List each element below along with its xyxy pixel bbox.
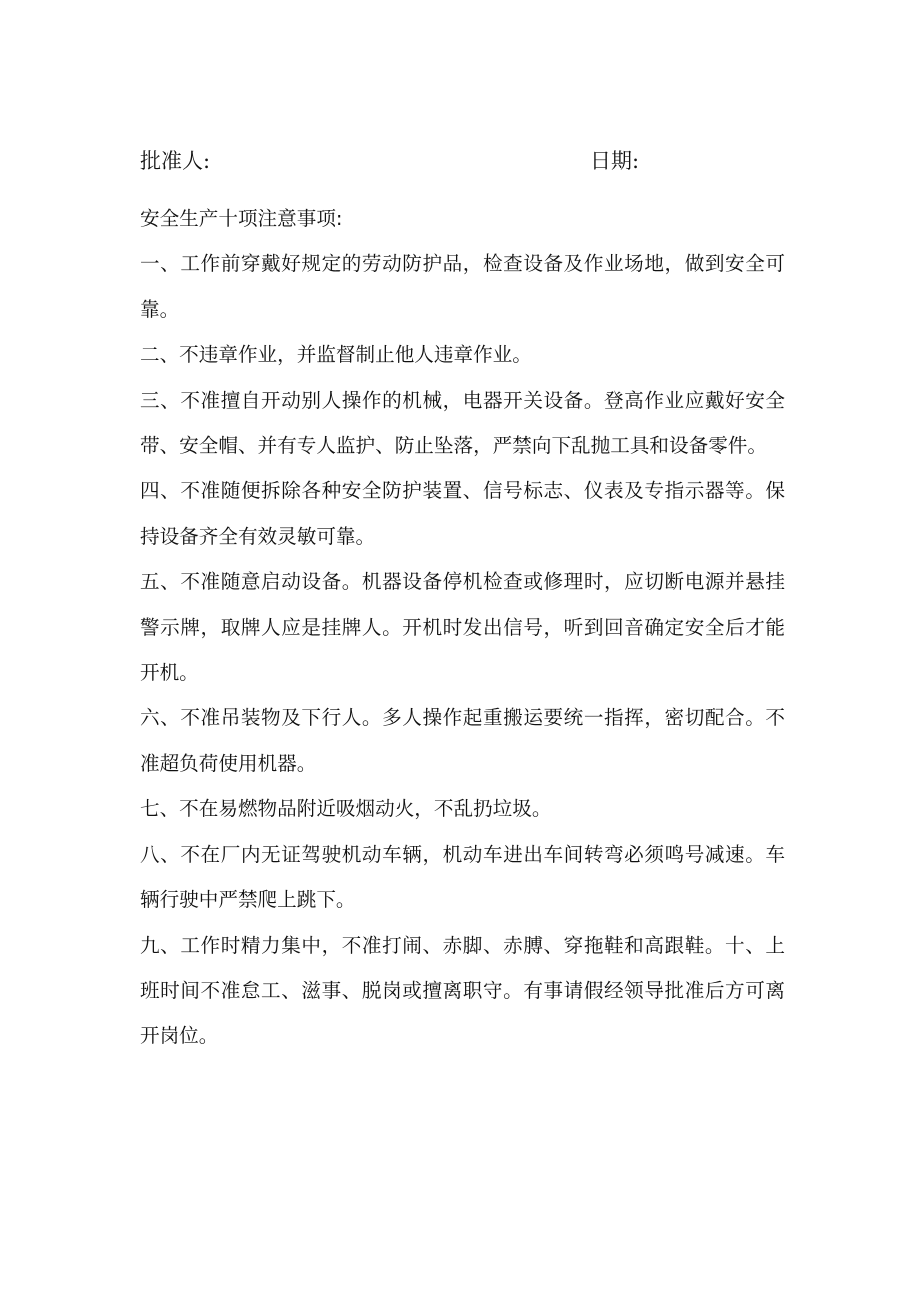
rule-item-5: 五、不准随意启动设备。机器设备停机检查或修理时，应切断电源并悬挂警示牌，取牌人应是挂牌人。开机时发出信号，听到回音确定安全后才能开机。 — [140, 570, 785, 685]
rule-item-3: 三、不准擅自开动别人操作的机械，电器开关设备。登高作业应戴好安全带、安全帽、并有专人监护、防止坠落，严禁向下乱抛工具和设备零件。 — [140, 388, 785, 458]
rule-item-7: 七、不在易燃物品附近吸烟动火，不乱扔垃圾。 — [140, 797, 552, 821]
rule-item-6: 六、不准吊装物及下行人。多人操作起重搬运要统一指挥，密切配合。不准超负荷使用机器。 — [140, 706, 785, 775]
rule-item-1: 一、工作前穿戴好规定的劳动防护品，检查设备及作业场地，做到安全可靠。 — [140, 252, 785, 321]
rule-item-9-10: 九、工作时精力集中，不准打闹、赤脚、赤膊、穿拖鞋和高跟鞋。十、上班时间不准怠工、滋事、脱岗或擅离职守。有事请假经领导批准后方可离开岗位。 — [140, 933, 785, 1048]
rule-item-4: 四、不准随便拆除各种安全防护装置、信号标志、仪表及专指示器等。保持设备齐全有效灵敏可靠。 — [140, 479, 785, 548]
rule-item-8: 八、不在厂内无证驾驶机动车辆，机动车进出车间转弯必须鸣号减速。车辆行驶中严禁爬上跳下。 — [140, 842, 785, 912]
approval-header — [140, 144, 660, 178]
document-heading: 安全生产十项注意事项: — [140, 207, 343, 230]
approver-label: 批准人: — [140, 149, 211, 173]
document-body — [140, 196, 785, 1059]
date-label: 日期: — [590, 149, 640, 173]
rule-item-2: 二、不违章作业，并监督制止他人违章作业。 — [140, 343, 532, 367]
